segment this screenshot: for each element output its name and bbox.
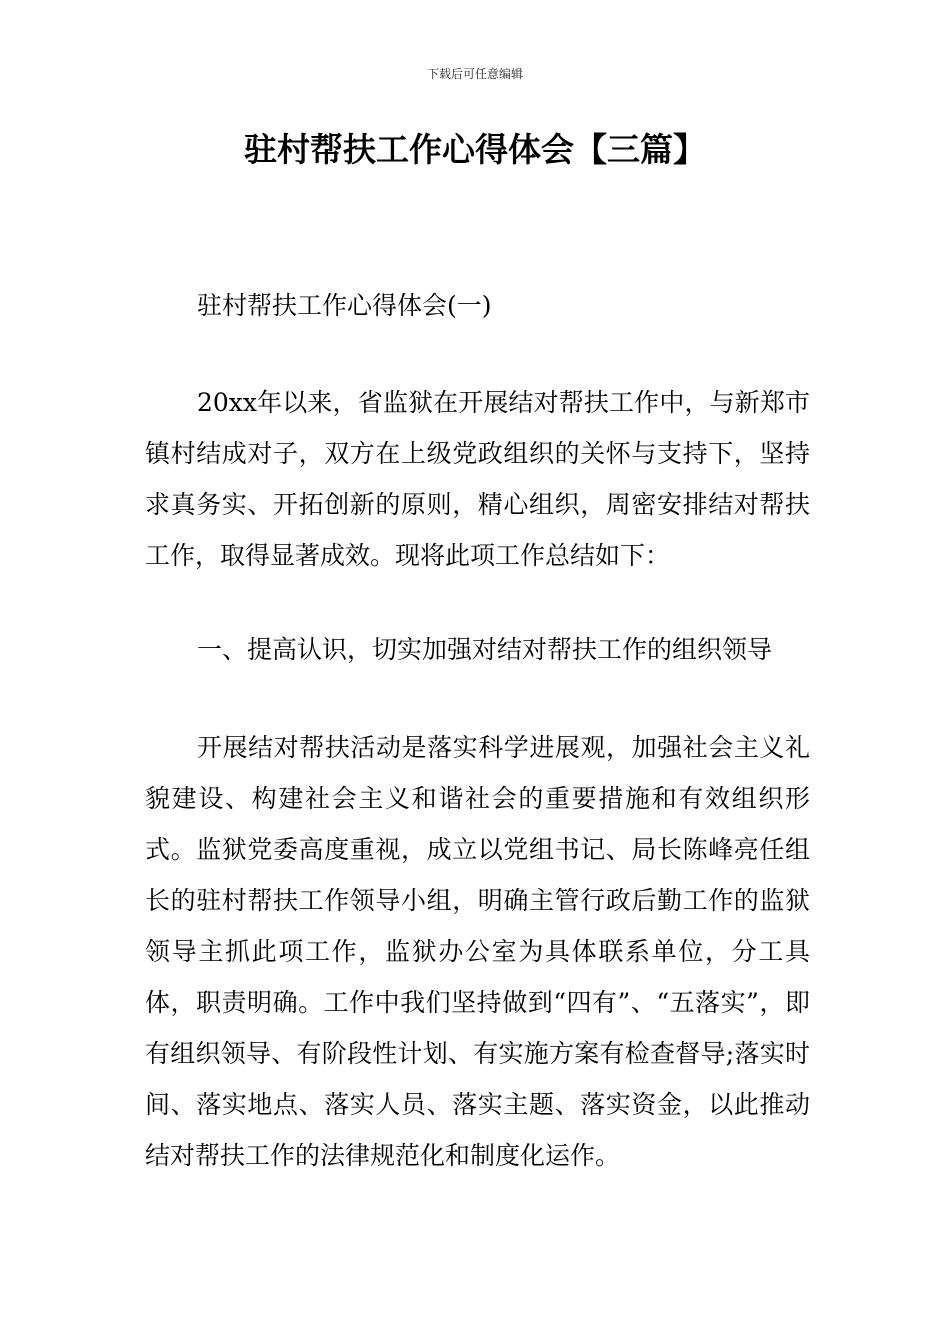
section-subheading: 驻村帮扶工作心得体会(一) [197, 291, 492, 320]
header-note: 下载后可任意编辑 [426, 67, 523, 81]
section-heading: 一、提高认识，切实加强对结对帮扶工作的组织领导 [197, 635, 773, 664]
paragraph-intro: 20xx年以来，省监狱在开展结对帮扶工作中，与新郑市镇村结成对子，双方在上级党政组织的关怀与支持下，坚持求真务实、开拓创新的原则，精心组织，周密安排结对帮扶工作，取得显著成效。现将此项工作总结如下： [145, 388, 810, 570]
paragraph-body: 开展结对帮扶活动是落实科学进展观，加强社会主义礼貌建设、构建社会主义和谐社会的重要措施和有效组织形式。监狱党委高度重视，成立以党组书记、局长陈峰亮任组长的驻村帮扶工作领导小组，明确主管行政后勤工作的监狱领导主抓此项工作，监狱办公室为具体联系单位，分工具体，职责明确。工作中我们坚持做到“四有”、“五落实”，即有组织领导、有阶段性计划、有实施方案有检查督导;落实时间、落实地点、落实人员、落实主题、落实资金，以此推动结对帮扶工作的法律规范化和制度化运作。 [145, 733, 810, 1170]
document-title: 驻村帮扶工作心得体会【三篇】 [244, 130, 706, 169]
